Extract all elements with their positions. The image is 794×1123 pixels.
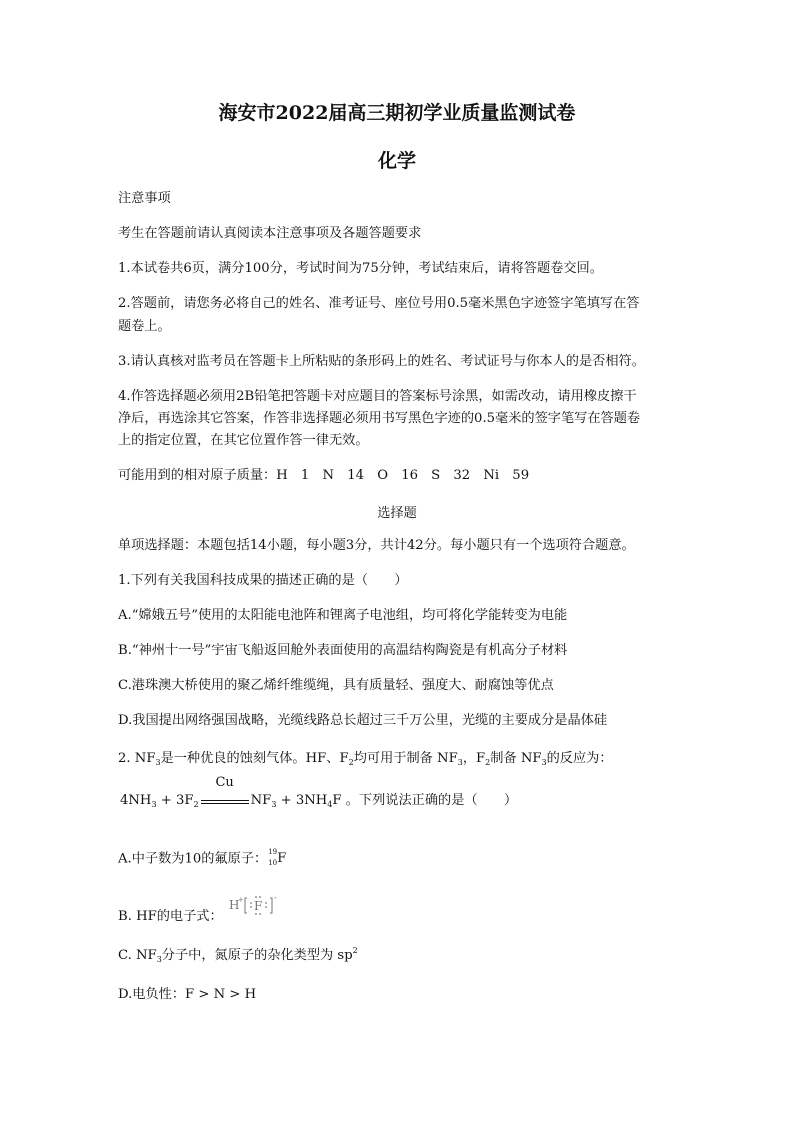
lewis-structure-image [228,892,290,918]
notice-item-4-line-2: 净后，再选涂其它答案，作答非选择题必须用书写黑色字迹的0.5毫米的签字笔写在答题卷 [118,411,641,426]
hf-electron-formula [228,892,290,918]
question-1-option-d: D.我国提出网络强国战略，光缆线路总长超过三千万公里，光缆的主要成分是晶体硅 [118,713,608,728]
question-2-option-c [118,947,358,965]
eq-tail: F 。下列说法正确的是（ ） [332,793,518,808]
eq-sub-3: 3 [271,800,277,809]
notice-item-3: 3.请认真核对监考员在答题卡上所粘贴的条形码上的姓名、考试证号与你本人的是否相符。 [118,354,645,369]
option-c-sub-3: 3 [156,955,162,964]
equals-bar-bottom [201,803,249,804]
exam-title: 海安市2022届高三期初学业质量监测试卷 [218,102,576,124]
reaction-arrow [199,775,251,810]
subject-title: 化学 [377,150,416,172]
q2-stem-part: 均可用于制备 NF [353,751,458,766]
section-title: 选择题 [377,506,417,521]
atomic-number: 10 [268,859,278,867]
q2-stem-part: 制备 NF [490,751,542,766]
lewis-minus: - [274,893,277,902]
question-1-option-c: C.港珠澳大桥使用的聚乙烯纤维缆绳，具有质量轻、强度大、耐腐蚀等优点 [118,678,554,693]
q2-stem-part: 的反应为： [546,751,613,766]
atomic-masses: 可能用到的相对原子质量：H 1 N 14 O 16 S 32 Ni 59 [118,468,530,483]
section-instruction: 单项选择题：本题包括14小题，每小题3分，共计42分。每小题只有一个选项符合题意。 [118,538,635,553]
notice-intro: 考生在答题前请认真阅读本注意事项及各题答题要求 [118,226,422,241]
option-c-part: 分子中，氮原子的杂化类型为 sp [161,948,353,963]
option-c-part: C. NF [118,948,157,963]
notice-item-2-line-2: 题卷上。 [118,319,171,334]
eq-sub-2: 2 [193,800,199,809]
option-c-sup-2: 2 [352,946,358,955]
question-2-option-a [118,850,289,869]
question-1-option-a: A.“嫦娥五号”使用的太阳能电池阵和锂离子电池组，均可将化学能转变为电能 [118,608,568,623]
question-2-option-b [118,908,223,926]
q2-sub-3: 3 [155,758,161,767]
q2-stem-part: 是一种优良的蚀刻气体。HF、F [160,751,349,766]
q2-stem-part: ，F [462,751,486,766]
question-2-equation [120,775,518,810]
q2-sub-2: 2 [485,758,491,767]
lewis-h: H [229,898,240,912]
element-symbol: F [277,851,287,866]
question-1-option-b: B.“神州十一号”宇宙飞船返回舱外表面使用的高温结构陶瓷是有机高分子材料 [118,643,568,658]
q2-sub-2: 2 [348,758,354,767]
question-2-option-d: D.电负性：F > N > H [118,987,257,1002]
eq-product-nf3: NF [250,793,272,808]
lewis-plus: + [238,896,244,904]
question-2-stem-line-1 [118,750,613,768]
q2-stem-part: 2. NF [118,751,156,766]
catalyst-label: Cu [215,775,234,790]
equals-bar-top [201,800,249,801]
eq-reactant-f2: + 3F [156,793,194,808]
q2-sub-3: 3 [541,758,547,767]
notice-item-4-line-3: 上的指定位置，在其它位置作答一律无效。 [118,433,369,448]
eq-product-nh4f: + 3NH [276,793,328,808]
eq-sub-4: 4 [327,800,333,809]
notice-item-2-line-1: 2.答题前，请您务必将自己的姓名、准考证号、座位号用0.5毫米黑色字迹签字笔填写在答 [118,296,640,311]
question-1-stem: 1.下列有关我国科技成果的描述正确的是（ ） [118,573,408,588]
eq-sub-3: 3 [151,800,157,809]
eq-reactant-nh3: 4NH [120,793,152,808]
lewis-f: F [254,899,263,913]
notice-item-1: 1.本试卷共6页，满分100分，考试时间为75分钟，考试结束后，请将答题卷交回。 [118,261,603,276]
option-a-text: A.中子数为10的氟原子： [118,851,268,867]
notice-item-4-line-1: 4.作答选择题必须用2B铅笔把答题卡对应题目的答案标号涂黑，如需改动，请用橡皮擦干 [118,389,637,404]
mass-number: 19 [268,848,278,856]
q2-sub-3: 3 [457,758,463,767]
notice-heading: 注意事项 [118,191,171,206]
option-b-text: B. HF的电子式： [118,909,223,924]
fluorine-nuclide [267,850,289,868]
